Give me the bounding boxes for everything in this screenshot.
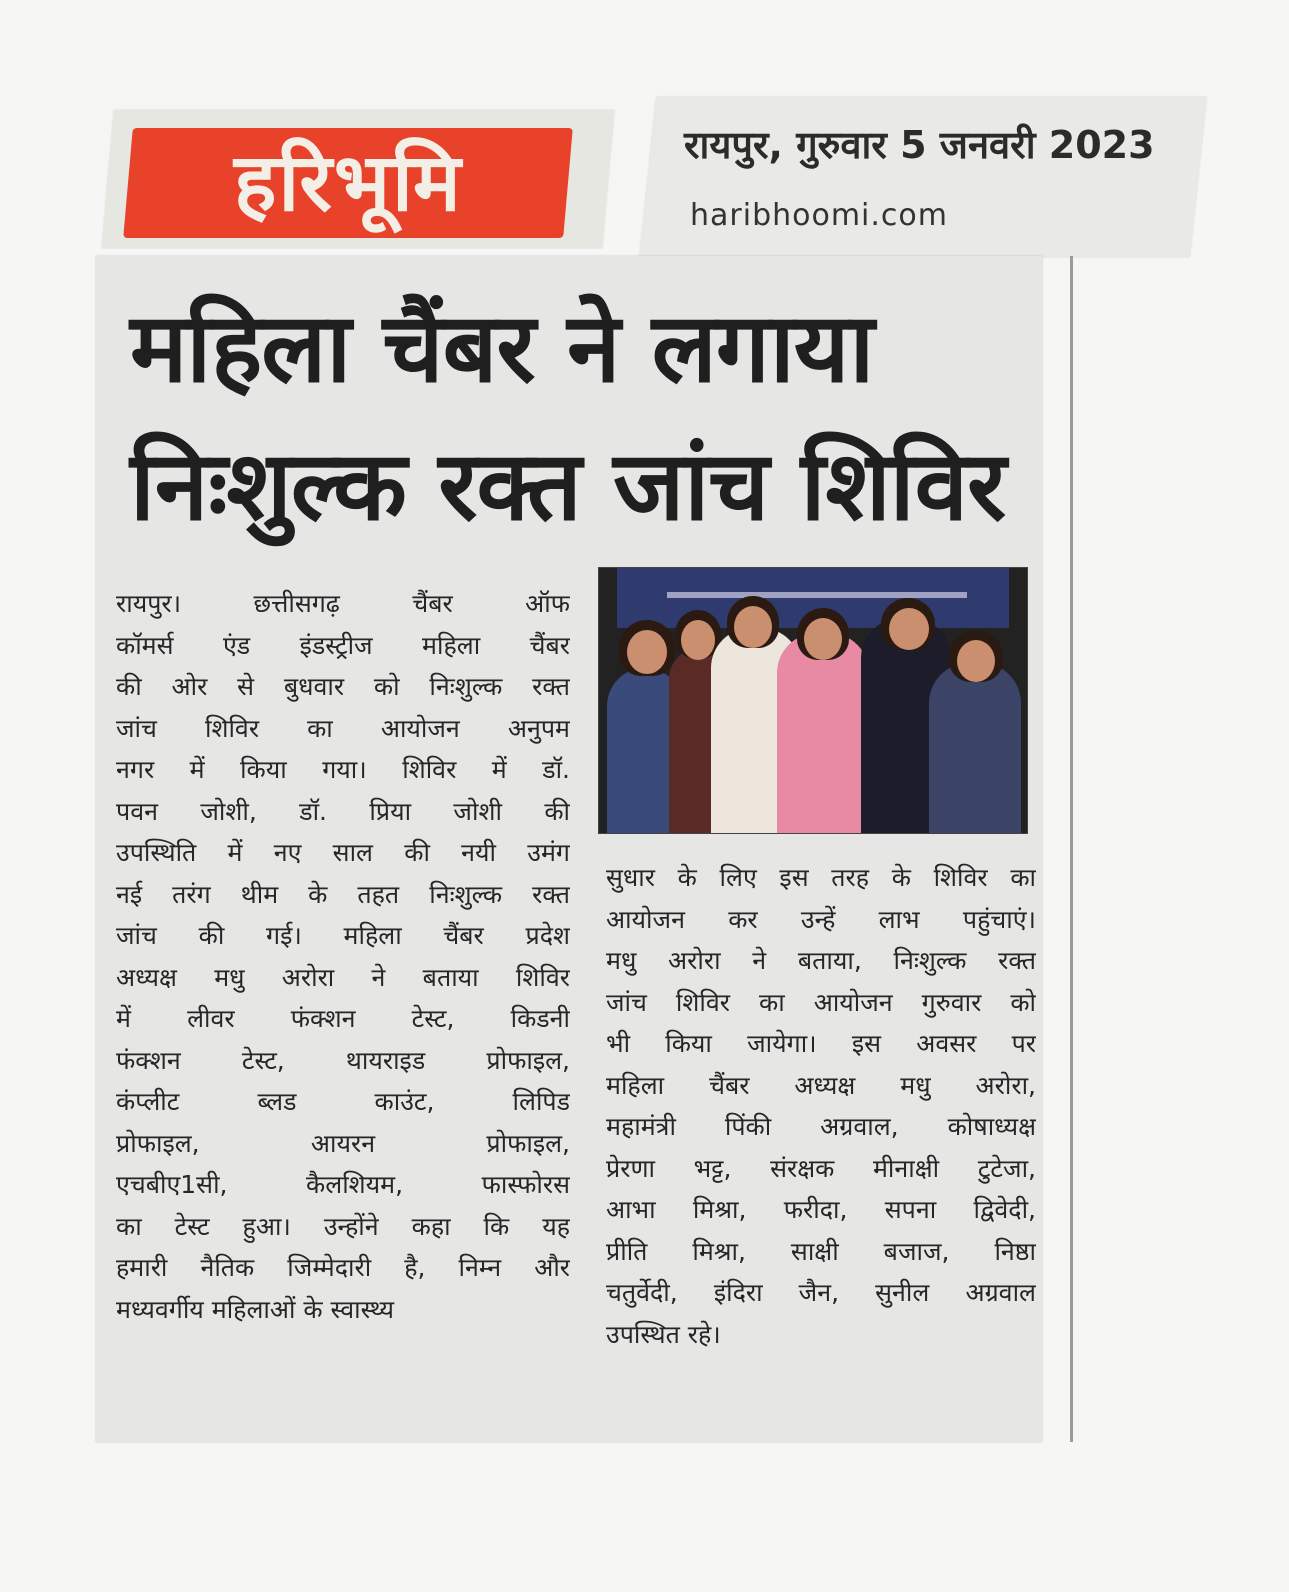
column-rule: [1070, 256, 1073, 1442]
article-text-line: पवन जोशी, डॉ. प्रिया जोशी की: [116, 796, 570, 826]
article-text-line: उपस्थिति में नए साल की नयी उमंग: [116, 838, 570, 867]
article-text-line: चतुर्वेदी, इंदिरा जैन, सुनील अग्रवाल: [606, 1278, 1036, 1307]
article-text-line: का टेस्ट हुआ। उन्होंने कहा कि यह: [116, 1211, 570, 1241]
article-text-line: आभा मिश्रा, फरीदा, सपना द्विवेदी,: [606, 1195, 1036, 1224]
article-text-line: जांच की गई। महिला चैंबर प्रदेश: [116, 921, 570, 950]
newspaper-logo-text: हरिभूमि: [233, 136, 463, 229]
headline-line-2: निःशुल्क रक्त जांच शिविर: [130, 430, 1006, 542]
article-photo: [598, 567, 1028, 834]
photo-person-3-face: [734, 606, 772, 648]
article-text-line: प्रोफाइल, आयरन प्रोफाइल,: [116, 1128, 570, 1158]
article-text-line: प्रेरणा भट्ट, संरक्षक मीनाक्षी टुटेजा,: [606, 1153, 1036, 1183]
article-text-line: आयोजन कर उन्हें लाभ पहुंचाएं।: [606, 904, 1036, 934]
article-text-line: कंप्लीट ब्लड काउंट, लिपिड: [116, 1087, 570, 1116]
article-text-line: नई तरंग थीम के तहत निःशुल्क रक्त: [116, 879, 570, 909]
photo-person-6: [929, 663, 1021, 833]
dateline: रायपुर, गुरुवार 5 जनवरी 2023: [684, 123, 1155, 167]
article-text-line: की ओर से बुधवार को निःशुल्क रक्त: [116, 672, 570, 701]
article-text-line: हमारी नैतिक जिम्मेदारी है, निम्न और: [116, 1253, 570, 1282]
article-text-line: में लीवर फंक्शन टेस्ट, किडनी: [116, 1004, 570, 1033]
photo-person-2-face: [681, 620, 715, 660]
article-text-line: जांच शिविर का आयोजन गुरुवार को: [606, 987, 1036, 1017]
article-text-line: नगर में किया गया। शिविर में डॉ.: [116, 755, 570, 784]
article-text-line: उपस्थित रहे।: [606, 1319, 721, 1349]
photo-person-1-face: [627, 630, 667, 674]
article-text-line: मध्यवर्गीय महिलाओं के स्वास्थ्य: [116, 1294, 394, 1324]
article-text-line: प्रीति मिश्रा, साक्षी बजाज, निष्ठा: [606, 1236, 1036, 1266]
photo-person-5-face: [889, 608, 929, 650]
photo-banner-text-strip: [667, 592, 967, 598]
photo-person-4: [777, 633, 869, 833]
article-text-line: कॉमर्स एंड इंडस्ट्रीज महिला चैंबर: [116, 630, 570, 660]
article-left-column: [116, 583, 570, 1330]
article-text-line: अध्यक्ष मधु अरोरा ने बताया शिविर: [116, 962, 570, 992]
article-text-line: फंक्शन टेस्ट, थायराइड प्रोफाइल,: [116, 1045, 570, 1075]
article-text-line: महिला चैंबर अध्यक्ष मधु अरोरा,: [606, 1070, 1036, 1100]
photo-person-4-face: [804, 618, 842, 660]
article-text-line: मधु अरोरा ने बताया, निःशुल्क रक्त: [606, 946, 1036, 975]
article-text-line: जांच शिविर का आयोजन अनुपम: [116, 713, 570, 743]
headline-line-1: महिला चैंबर ने लगाया: [130, 292, 874, 404]
article-text-line: भी किया जायेगा। इस अवसर पर: [606, 1029, 1036, 1058]
article-text-line: रायपुर। छत्तीसगढ़ चैंबर ऑफ: [116, 589, 570, 618]
article-right-column: [606, 857, 1036, 1355]
website-url: haribhoomi.com: [690, 198, 948, 233]
photo-person-6-face: [957, 640, 995, 682]
newspaper-logo: [123, 128, 573, 238]
article-text-line: सुधार के लिए इस तरह के शिविर का: [606, 863, 1036, 892]
article-text-line: एचबीए1सी, कैलशियम, फास्फोरस: [116, 1170, 570, 1199]
article-text-line: महामंत्री पिंकी अग्रवाल, कोषाध्यक्ष: [606, 1112, 1036, 1141]
